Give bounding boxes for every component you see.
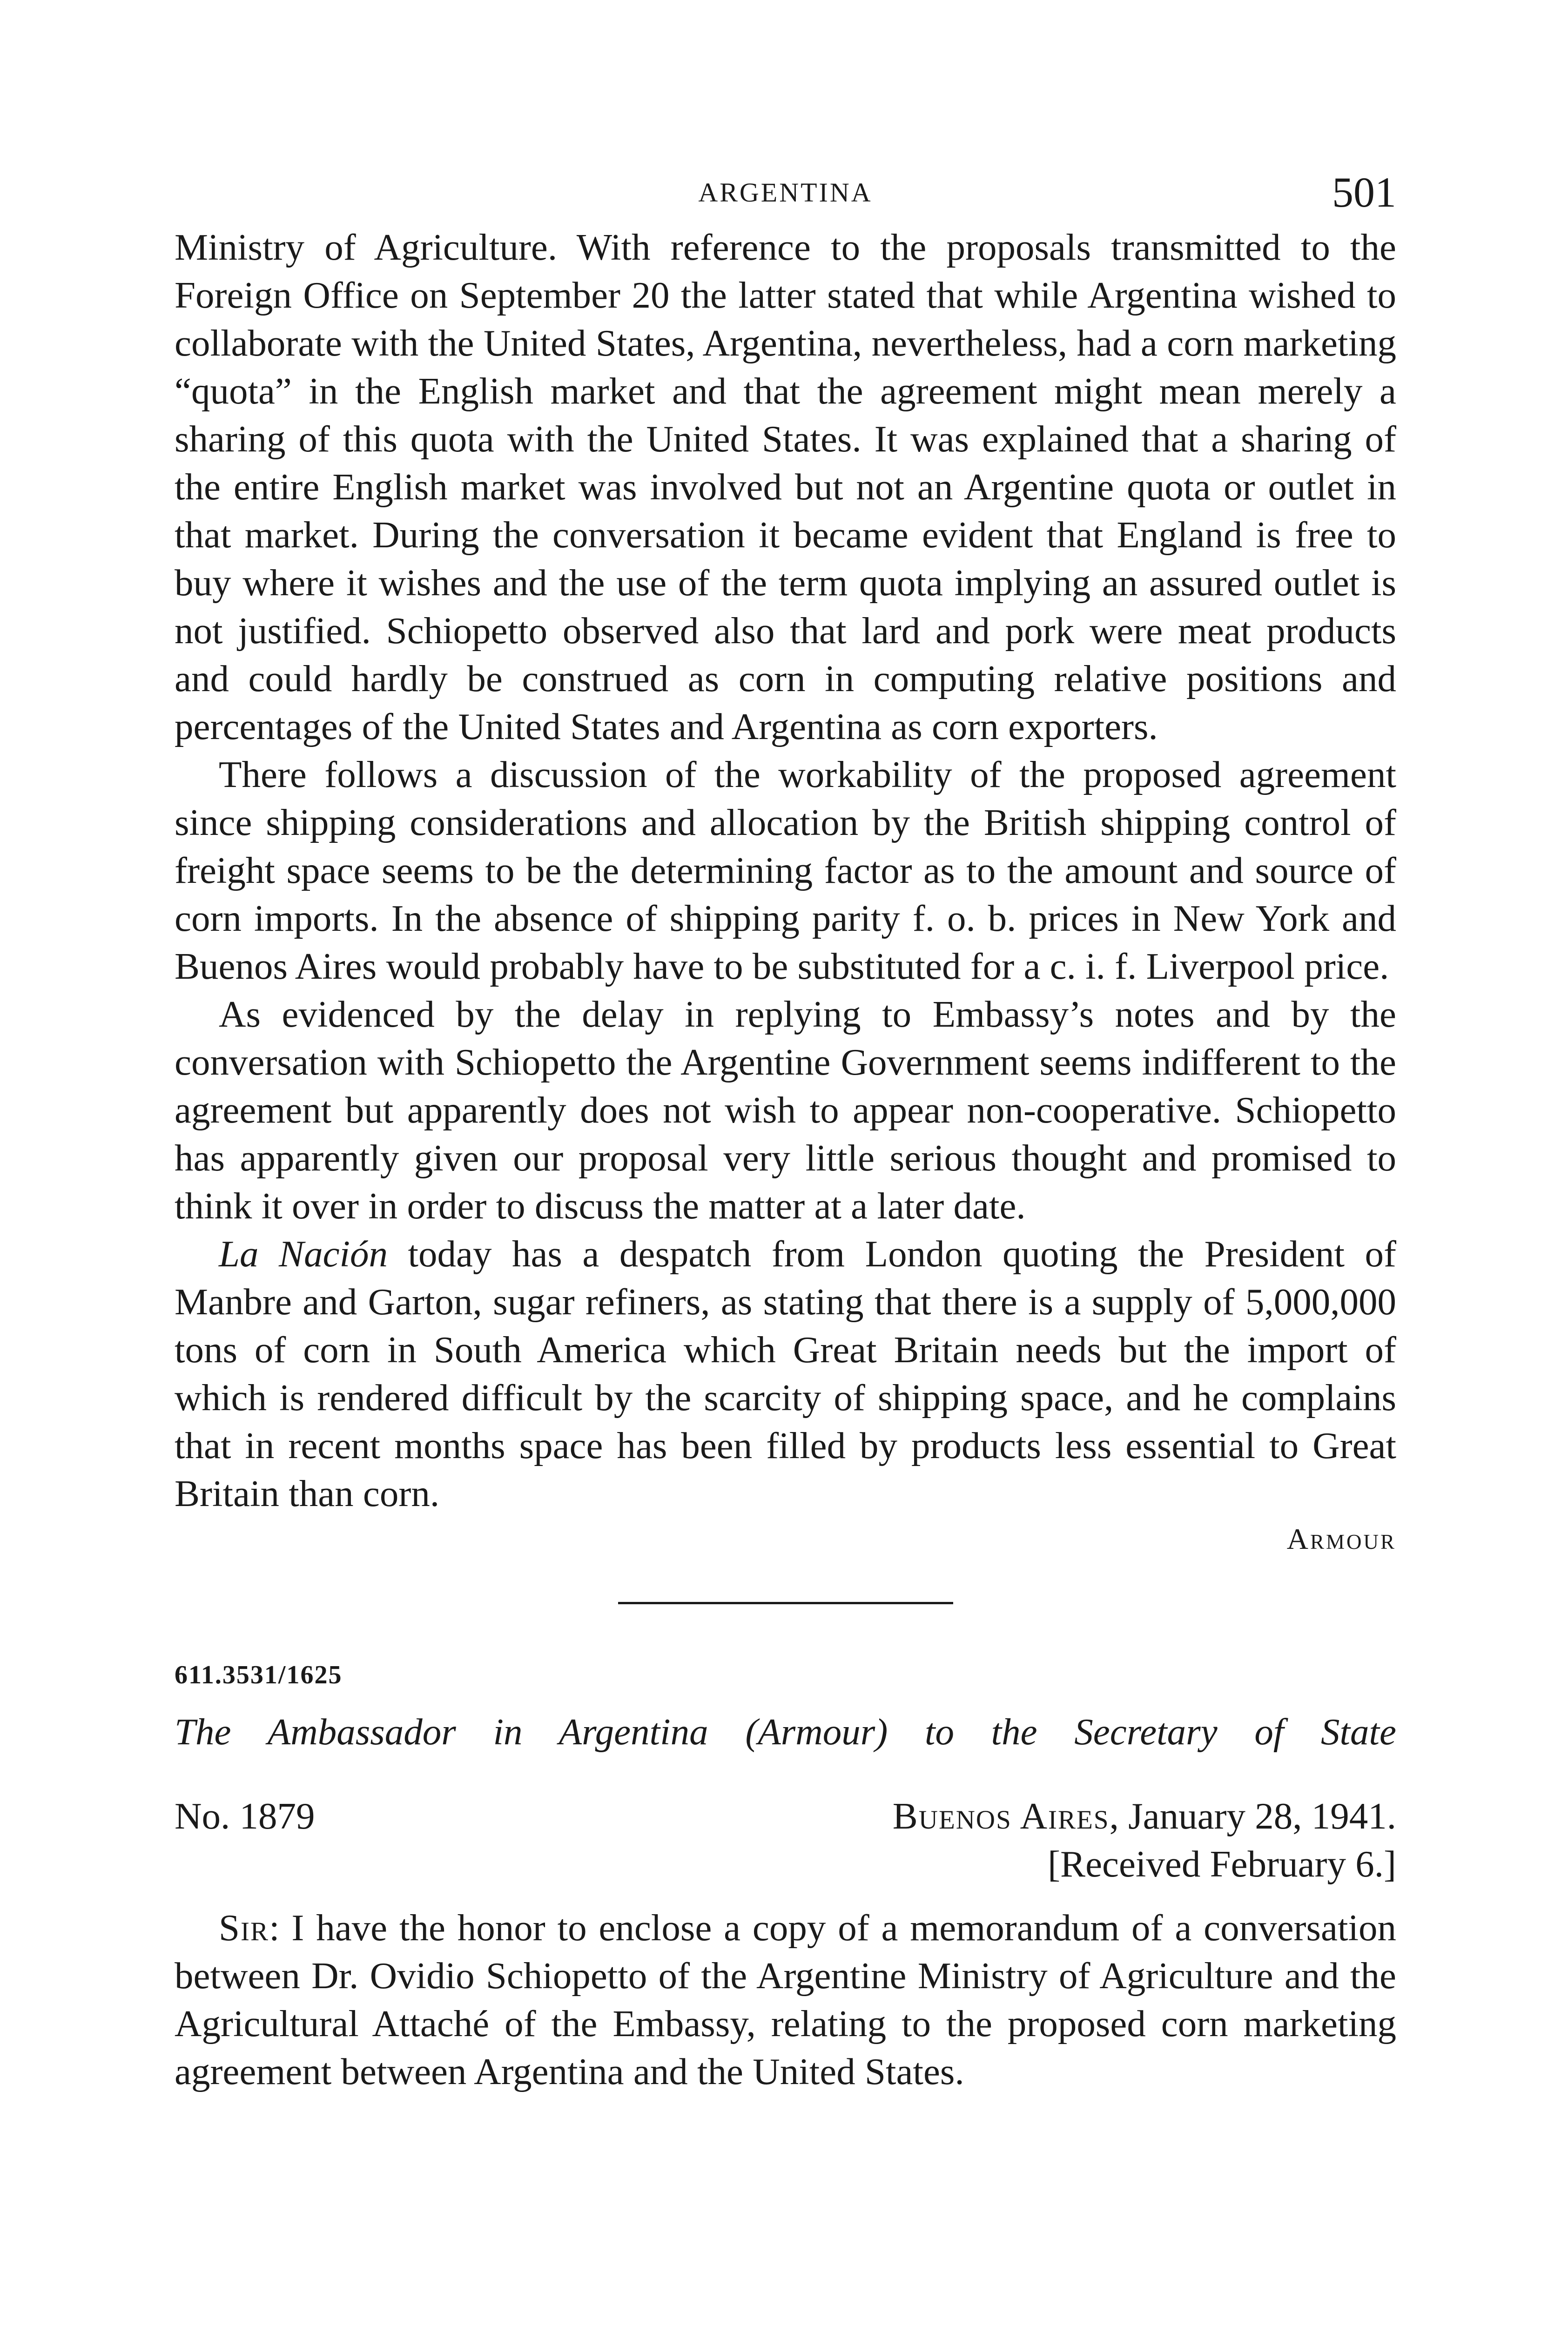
received-date: [Received February 6.] <box>1048 1843 1396 1885</box>
document-number: No. 1879 <box>175 1795 315 1837</box>
page-number: 501 <box>1332 168 1396 216</box>
paragraph-indifference: As evidenced by the delay in replying to Embassy’s notes and by the conversation with Schiopetto the Argentine Government seems indifferent to the agreement but apparently does not wish to appear non-cooperative. Schiopetto has apparently given our proposal very little serious thought and promised to think it over in order to discuss the matter at a later date. <box>175 993 1396 1227</box>
newspaper-name: La Nación <box>219 1233 388 1275</box>
body-text <box>175 223 1396 1518</box>
letter-body <box>175 1904 1396 2096</box>
paragraph-la-nacion <box>175 1230 1396 1518</box>
running-head <box>175 168 1396 223</box>
file-number: 611.3531/1625 <box>175 1661 343 1689</box>
section-divider <box>618 1602 953 1604</box>
letter-header <box>175 1792 1396 1885</box>
place: Buenos Aires <box>892 1795 1110 1837</box>
paragraph-workability: There follows a discussion of the workability of the proposed agreement since shipping considerations and allocation by the British shipping control of freight space seems to be the determining factor as to the amount and source of corn imports. In the absence of shipping parity f. o. b. prices in New York and Buenos Aires would probably have to be substituted for a c. i. f. Liverpool price. <box>175 753 1396 987</box>
document-title: The Ambassador in Argentina (Armour) to the Secretary of State <box>175 1711 1396 1753</box>
date: , January 28, 1941. <box>1109 1795 1396 1837</box>
paragraph-continued: Ministry of Agriculture. With reference to the proposals transmitted to the Foreign Office on September 20 the latter stated that while Argentina wished to collaborate with the United States, Argentina, nevertheless, had a corn marketing “quota” in the English market and that the agreement might mean merely a sharing of this quota with the United States. It was explained that a sharing of the entire English market was involved but not an Argentine quota or outlet in that market. During the conversation it became evident that England is free to buy where it wishes and the use of the term quota implying an assured outlet is not justified. Schiopetto observed also that lard and pork were meat products and could hardly be construed as corn in computing relative positions and percentages of the United States and Argentina as corn exporters. <box>175 226 1396 747</box>
paragraph-la-nacion-text: today has a despatch from London quoting the President of Manbre and Garton, sugar refiners, as stating that there is a supply of 5,000,000 tons of corn in South America which Great Britain needs but the import of which is rendered difficult by the scarcity of shipping space, and he complains that in recent months space has been filled by products less essential to Great Britain than corn. <box>175 1233 1397 1514</box>
letter-paragraph <box>175 1904 1396 2096</box>
page <box>175 168 1396 2096</box>
salutation: Sir <box>219 1907 269 1949</box>
letter-text: : I have the honor to enclose a copy of a memorandum of a conversation between Dr. Ovidio Schiopetto of the Argentine Ministry of Agriculture and the Agricultural Attaché of the Embassy, relating to the proposed corn marketing agreement between Argentina and the United States. <box>175 1907 1396 2092</box>
running-title: ARGENTINA <box>698 177 873 208</box>
signature: Armour <box>1286 1522 1396 1555</box>
place-date <box>893 1792 1396 1840</box>
